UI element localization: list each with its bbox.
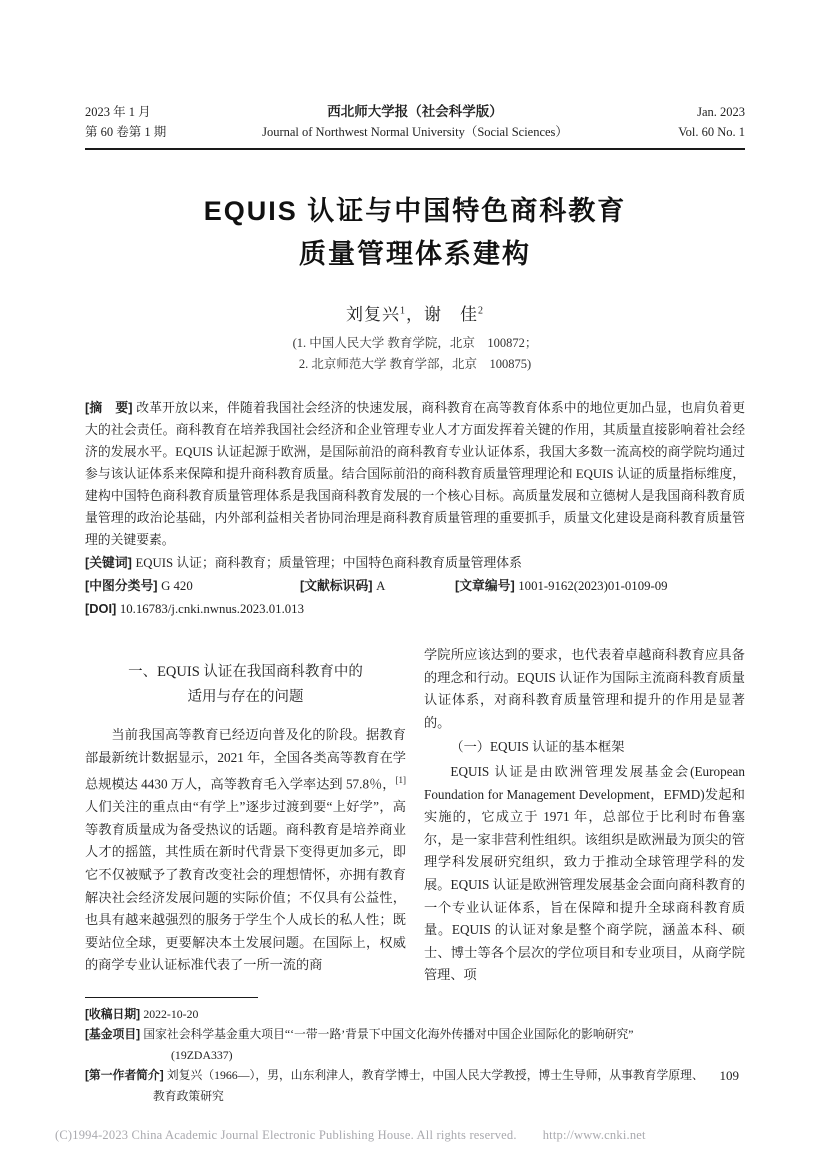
right-column bbox=[424, 644, 745, 987]
article-title bbox=[85, 190, 745, 276]
author-line bbox=[85, 300, 745, 325]
paragraph-2: EQUIS 认证是由欧洲管理发展基金会(European Foundation for Management Development，EFMD)发起和实施的，它成立于 1971 年，总部位于比利时布鲁塞尔，是一家非营利性组织。该组织是欧洲最为顶尖的管理学科发展研究组织，致力于推动全球管理学科的发展。EQUIS 认证是欧洲管理发展基金会面向商科教育的一个专业认证体系，旨在保障和提升全球商科教育质量。EQUIS 的认证对象是整个商学院，涵盖本科、硕士、博士等各个层次的学位项目和专业项目，从商学院管理、项 bbox=[424, 763, 745, 983]
copyright-text: (C)1994-2023 China Academic Journal Electronic Publishing House. All rights reserved. bbox=[55, 1128, 517, 1142]
section-heading-1 bbox=[85, 660, 406, 710]
header-volume-en: Vol. 60 No. 1 bbox=[678, 125, 745, 139]
article-meta bbox=[85, 397, 745, 620]
keywords-text: EQUIS 认证；商科教育；质量管理；中国特色商科教育质量管理体系 bbox=[135, 556, 522, 570]
header-issue-en bbox=[595, 102, 745, 142]
page-number: 109 bbox=[719, 1068, 739, 1083]
abstract-text: 改革开放以来，伴随着我国社会经济的快速发展，商科教育在高等教育体系中的地位更加凸显，也肩负着更大的社会责任。商科教育在培养我国社会经济和企业管理专业人才方面发挥着关键的作用，其质量直接影响着社会经济的发展水平。EQUIS 认证起源于欧洲，是国际前沿的商科教育专业认证体系，我国大多数一流高校的商学院均通过参与该认证体系来保障和提升商科教育质量。结合国际前沿的商科教育质量管理理论和 EQUIS 认证的质量指标维度，建构中国特色商科教育质量管理体系是我国商科教育发展的一个核心目标。高质量发展和立德树人是我国商科教育质量管理的政治论基础，内外部利益相关者协同治理是商科教育质量管理的重要抓手，质量文化建设是商科教育质量管理的关键要素。 bbox=[85, 401, 745, 547]
journal-title-block bbox=[235, 102, 595, 142]
journal-title-en: Journal of Northwest Normal University（Social Sciences） bbox=[262, 125, 568, 139]
header-date-en: Jan. 2023 bbox=[697, 105, 745, 119]
cnki-url: http://www.cnki.net bbox=[542, 1128, 646, 1142]
fund-project-number: (19ZDA337) bbox=[171, 1047, 233, 1062]
section-heading-1-line1: 一、EQUIS 认证在我国商科教育中的 bbox=[128, 664, 363, 680]
keywords bbox=[85, 552, 745, 574]
affiliation-1: (1. 中国人民大学 教育学院，北京 100872； bbox=[292, 336, 538, 350]
footnote-separator bbox=[85, 997, 258, 998]
body-columns bbox=[85, 644, 745, 987]
author-separator: ， bbox=[406, 305, 424, 324]
article-id: [文章编号] 1001-9162(2023)01-0109-09 bbox=[455, 578, 668, 593]
author-1: 刘复兴 bbox=[346, 305, 400, 324]
document-code: [文献标识码] A bbox=[300, 578, 386, 593]
author-2-affil-mark: 2 bbox=[478, 305, 484, 317]
abstract bbox=[85, 397, 745, 551]
paragraph-1-continued: 学院所应该达到的要求，也代表着卓越商科教育应具备的理念和行动。EQUIS 认证作为国际主流商科教育质量认证体系，对商科教育质量管理和提升的作用是显著的。 bbox=[424, 647, 745, 730]
header-volume-cn: 第 60 卷第 1 期 bbox=[85, 125, 167, 139]
affiliation-2: 2. 北京师范大学 教育学部，北京 100875) bbox=[298, 357, 532, 371]
author-1-affil-mark: 1 bbox=[400, 305, 406, 317]
classification-line bbox=[85, 575, 745, 597]
copyright-watermark bbox=[55, 1128, 646, 1143]
citation-1: [1] bbox=[395, 775, 406, 786]
doi-label: [DOI] bbox=[85, 601, 120, 616]
received-date: [收稿日期] 2022-10-20 bbox=[85, 1006, 199, 1021]
header-rule bbox=[85, 148, 745, 150]
subsection-heading-1: （一）EQUIS 认证的基本框架 bbox=[450, 739, 625, 755]
header-date-cn: 2023 年 1 月 bbox=[85, 105, 151, 119]
doi-value: 10.16783/j.cnki.nwnus.2023.01.013 bbox=[119, 602, 304, 616]
header-issue-cn bbox=[85, 102, 235, 142]
doi bbox=[85, 598, 745, 620]
first-author-bio-continued: 教育政策研究 bbox=[153, 1088, 224, 1103]
affiliations bbox=[85, 333, 745, 375]
article-title-line1: EQUIS 认证与中国特色商科教育 bbox=[203, 196, 627, 226]
journal-header bbox=[85, 0, 745, 142]
clc-number: [中图分类号] G 420 bbox=[85, 578, 193, 593]
footnotes bbox=[85, 1004, 745, 1107]
left-column bbox=[85, 644, 406, 987]
article-title-line2: 质量管理体系建构 bbox=[299, 239, 531, 269]
fund-project: [基金项目] 国家社会科学基金重大项目“‘一带一路’背景下中国文化海外传播对中国企业国际化的影响研究” (19ZDA337) bbox=[85, 1024, 745, 1065]
keywords-label: [关键词] bbox=[85, 555, 136, 570]
author-2: 谢 佳 bbox=[424, 305, 478, 324]
section-heading-1-line2: 适用与存在的问题 bbox=[187, 689, 304, 705]
first-author-bio: [第一作者简介] 刘复兴（1966—），男，山东利津人，教育学博士，中国人民大学教授，博士生导师，从事教育学原理、 教育政策研究 bbox=[85, 1065, 745, 1106]
abstract-label: [摘 要] bbox=[85, 400, 137, 415]
journal-title-cn: 西北师大学报（社会科学版） bbox=[327, 104, 503, 119]
paragraph-1: 当前我国高等教育已经迈向普及化的阶段。据教育部最新统计数据显示，2021 年，全国各类高等教育在学总规模达 4430 万人，高等教育毛入学率达到 57.8％，[1] 人们关注的重点由“有学上”逐步过渡到要“上好学”，高等教育质量成为备受热议的话题。商科教育是培养商业人才的摇篮，其性质在新时代背景下变得更加多元，即它不仅被赋予了教育改变社会的理想情怀，亦拥有教育解决社会经济发展问题的实际价值；不仅具有公益性，也具有越来越强烈的服务于学生个人成长的私人性；既要站位全球，更要解决本土发展问题。在国际上，权威的商学专业认证标准代表了一所一流的商 bbox=[85, 727, 406, 973]
